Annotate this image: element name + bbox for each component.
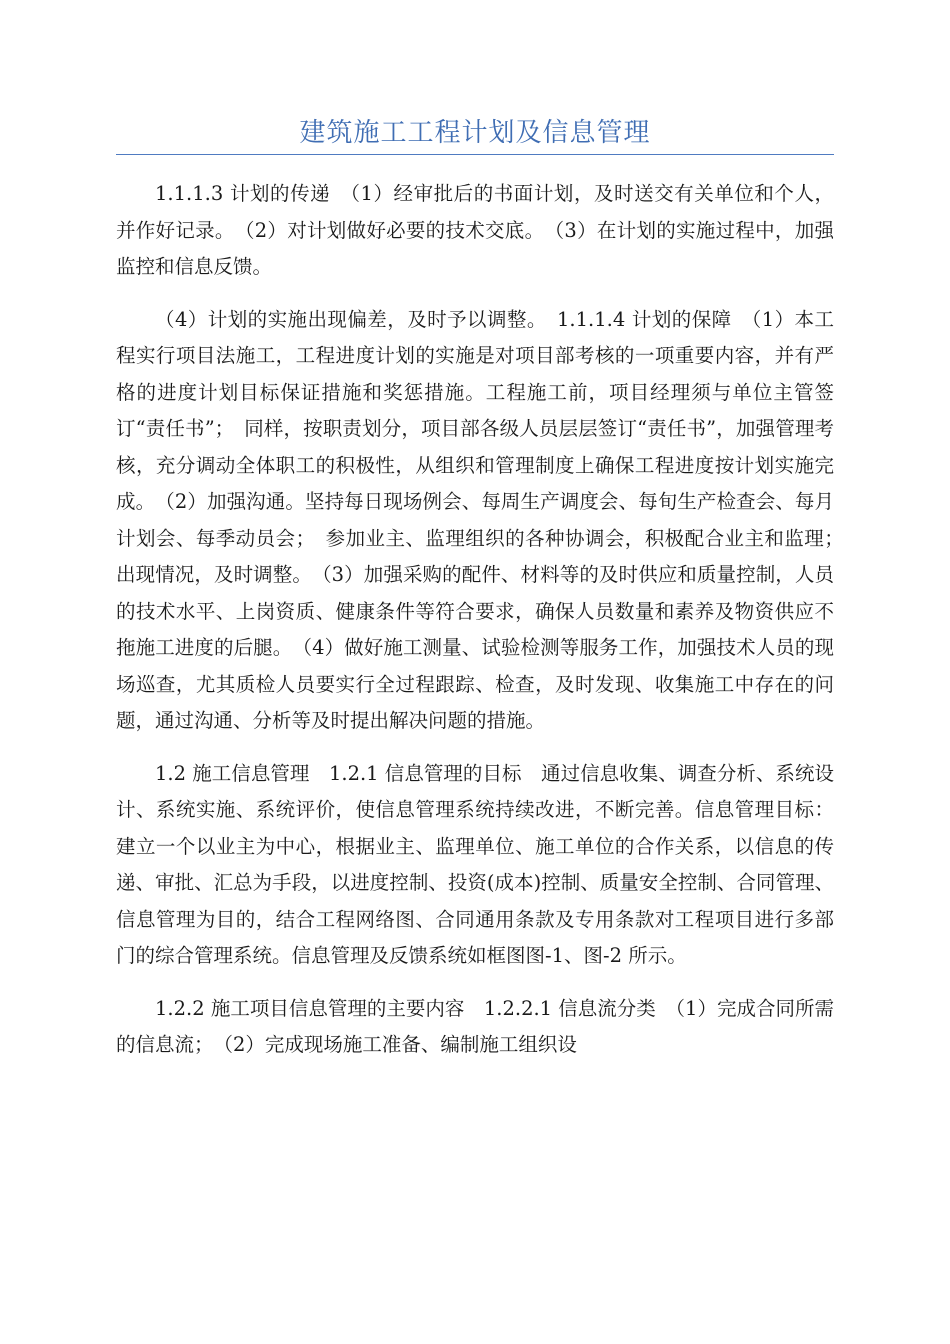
- paragraph-plan-guarantee: （4）计划的实施出现偏差，及时予以调整。 1.1.1.4 计划的保障 （1）本工程实行项目法施工，工程进度计划的实施是对项目部考核的一项重要内容，并有严格的进度计划目标保证措施和奖惩措施。工程施工前，项目经理须与单位主管签订“责任书”； 同样，按职责划分，项目部各级人员层层签订“责任书”，加强管理考核，充分调动全体职工的积极性，从组织和管理制度上确保工程进度按计划实施完成。 （2）加强沟通。坚持每日现场例会、每周生产调度会、每旬生产检查会、每月计划会、每季动员会； 参加业主、监理组织的各种协调会，积极配合业主和监理； 出现情况，及时调整。 （3）加强采购的配件、材料等的及时供应和质量控制，人员的技术水平、上岗资质、健康条件等符合要求，确保人员数量和素养及物资供应不拖施工进度的后腿。 （4）做好施工测量、试验检测等服务工作，加强技术人员的现场巡查，尤其质检人员要实行全过程跟踪、检查，及时发现、收集施工中存在的问题，通过沟通、分析等及时提出解决问题的措施。: [116, 307, 854, 732]
- document-title: 建筑施工工程计划及信息管理: [299, 118, 651, 148]
- paragraph-info-management-goal: 1.2 施工信息管理 1.2.1 信息管理的目标 通过信息收集、调查分析、系统设计、系统实施、系统评价，使信息管理系统持续改进，不断完善。信息管理目标：建立一个以业主为中心，根据业主、监理单位、施工单位的合作关系，以信息的传递、审批、汇总为手段，以进度控制、投资(成本)控制、质量安全控制、合同管理、信息管理为目的，结合工程网络图、合同通用条款及专用条款对工程项目进行多部门的综合管理系统。信息管理及反馈系统如框图图-1、图-2 所示。: [116, 761, 834, 967]
- title-underline: [116, 154, 834, 155]
- document-body: [116, 176, 854, 1080]
- paragraph-plan-delivery: 1.1.1.3 计划的传递 （1）经审批后的书面计划，及时送交有关单位和个人，并作好记录。 （2）对计划做好必要的技术交底。 （3）在计划的实施过程中，加强监控和信息反馈。: [116, 182, 834, 278]
- paragraph-info-management-content: 1.2.2 施工项目信息管理的主要内容 1.2.2.1 信息流分类 （1）完成合同所需的信息流； （2）完成现场施工准备、编制施工组织设: [116, 996, 834, 1056]
